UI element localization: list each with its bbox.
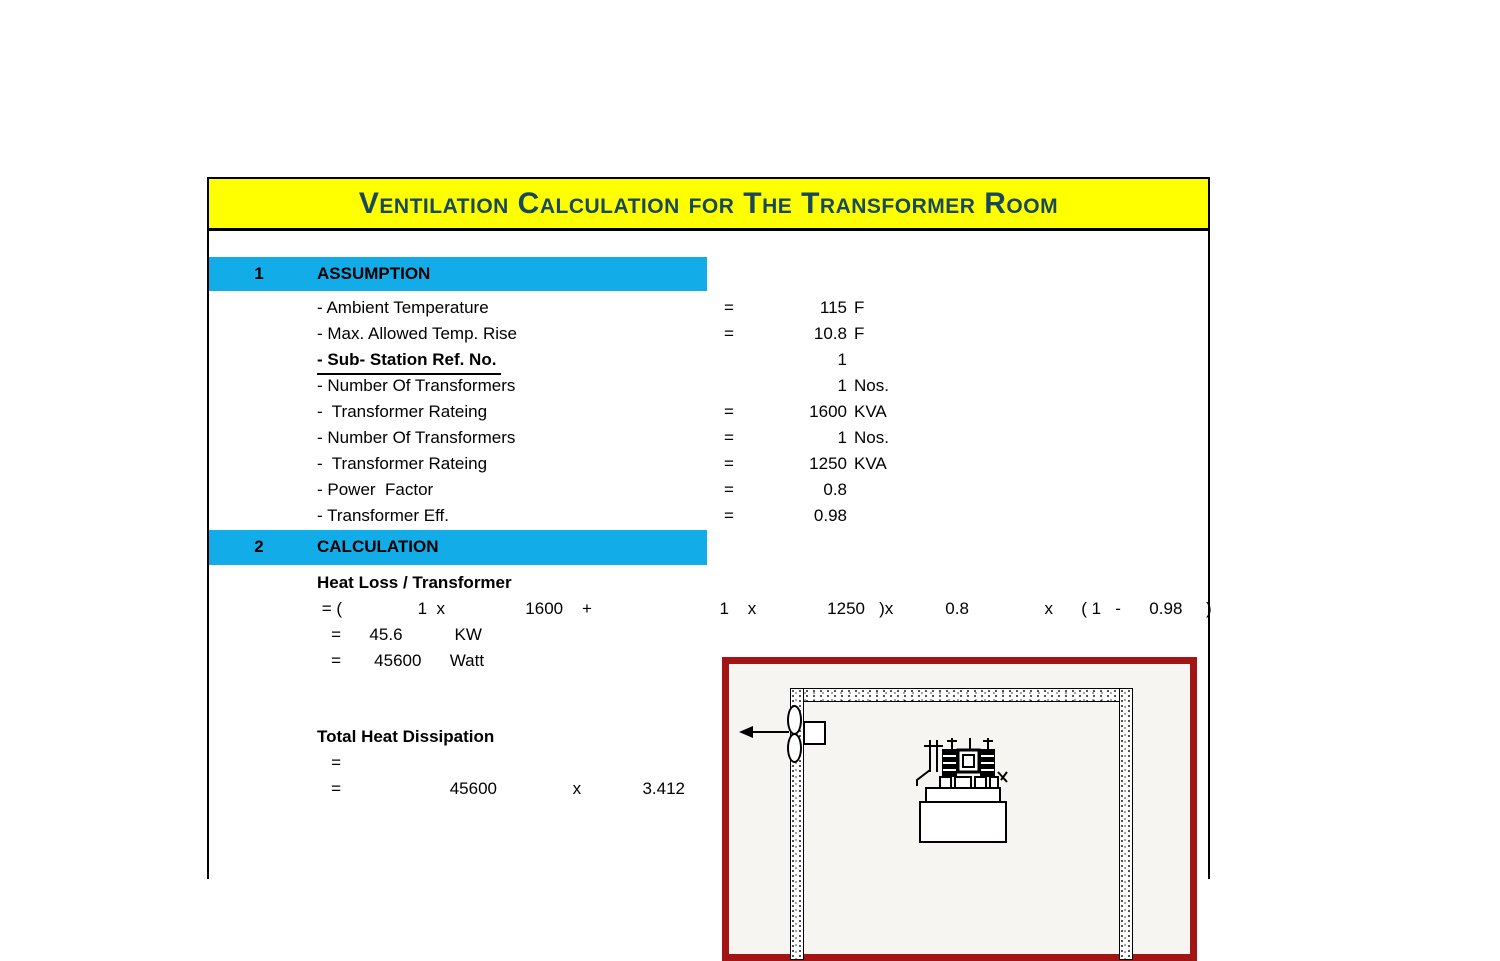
- row-label: - Number Of Transformers: [317, 376, 516, 395]
- row-label: - Transformer Eff.: [317, 506, 449, 525]
- assumption-row-transformer-rating-1250: [209, 451, 1208, 477]
- equals-sign: =: [724, 428, 734, 447]
- row-value: 10.8: [813, 324, 847, 343]
- total-heat-equals: =: [317, 753, 342, 772]
- assumption-row-transformer-efficiency: [209, 503, 1208, 529]
- section-number: 1: [254, 264, 264, 283]
- room-wall-right: [1119, 688, 1133, 960]
- row-label: - Sub- Station Ref. No.: [317, 347, 501, 375]
- row-value: 1600: [809, 402, 847, 421]
- room-wall-top: [790, 688, 1133, 702]
- assumption-list: [209, 295, 1208, 529]
- page-title: Ventilation Calculation for The Transformer Room: [358, 186, 1059, 220]
- row-label: - Transformer Rateing: [317, 402, 488, 421]
- heat-loss-watt-result: = 45600 Watt: [317, 651, 485, 670]
- section-number: 2: [254, 537, 264, 556]
- row-label: - Transformer Rateing: [317, 454, 488, 473]
- exhaust-fan-icon: [787, 705, 802, 735]
- section-header-calculation: [209, 530, 707, 565]
- title-bar: [209, 179, 1208, 231]
- row-label: - Max. Allowed Temp. Rise: [317, 324, 517, 343]
- row-label: - Power Factor: [317, 480, 434, 499]
- row-unit: KVA: [854, 402, 887, 421]
- row-value: 0.8: [823, 480, 847, 499]
- section-label: ASSUMPTION: [317, 264, 431, 283]
- assumption-row-transformer-rating-1600: [209, 399, 1208, 425]
- total-heat-formula: = 45600 x 3.412: [317, 779, 686, 798]
- row-unit: F: [854, 298, 865, 317]
- equals-sign: =: [724, 454, 734, 473]
- equals-sign: =: [724, 506, 734, 525]
- fan-motor-icon: [803, 721, 826, 745]
- row-unit: Nos.: [854, 376, 889, 395]
- row-value: 1250: [809, 454, 847, 473]
- equals-sign: =: [724, 324, 734, 343]
- assumption-row-number-of-transformers-2: [209, 425, 1208, 451]
- section-header-assumption: [209, 257, 707, 291]
- assumption-row-ambient-temperature: [209, 295, 1208, 321]
- section-label: CALCULATION: [317, 537, 439, 556]
- transformer-icon: [912, 734, 1016, 844]
- row-label: - Number Of Transformers: [317, 428, 516, 447]
- heat-loss-kw-result: = 45.6 KW: [317, 625, 482, 644]
- row-unit: KVA: [854, 454, 887, 473]
- row-unit: Nos.: [854, 428, 889, 447]
- row-unit: F: [854, 324, 865, 343]
- assumption-row-power-factor: [209, 477, 1208, 503]
- equals-sign: =: [724, 298, 734, 317]
- row-value: 115: [819, 298, 847, 317]
- total-heat-dissipation-heading: Total Heat Dissipation: [317, 727, 495, 746]
- heat-loss-formula: = ( 1 x 1600 + 1 x 1250 )x 0.8 x ( 1 - 0.98 ): [317, 599, 1212, 618]
- assumption-row-substation-ref: [209, 347, 1208, 373]
- assumption-row-number-of-transformers-1: [209, 373, 1208, 399]
- room-plan: [729, 664, 1190, 954]
- equals-sign: =: [724, 480, 734, 499]
- calculation-sheet: [207, 177, 1210, 879]
- row-value: 1: [837, 428, 847, 447]
- equals-sign: =: [724, 402, 734, 421]
- heat-loss-heading: Heat Loss / Transformer: [317, 573, 512, 592]
- row-value: 1: [837, 350, 847, 369]
- row-value: 1: [837, 376, 847, 395]
- airflow-arrow-head-icon: [739, 726, 753, 738]
- row-label: - Ambient Temperature: [317, 298, 489, 317]
- assumption-row-max-temp-rise: [209, 321, 1208, 347]
- row-value: 0.98: [813, 506, 847, 525]
- transformer-room-diagram: [722, 657, 1197, 961]
- airflow-arrow: [749, 731, 789, 733]
- exhaust-fan-icon: [787, 733, 802, 763]
